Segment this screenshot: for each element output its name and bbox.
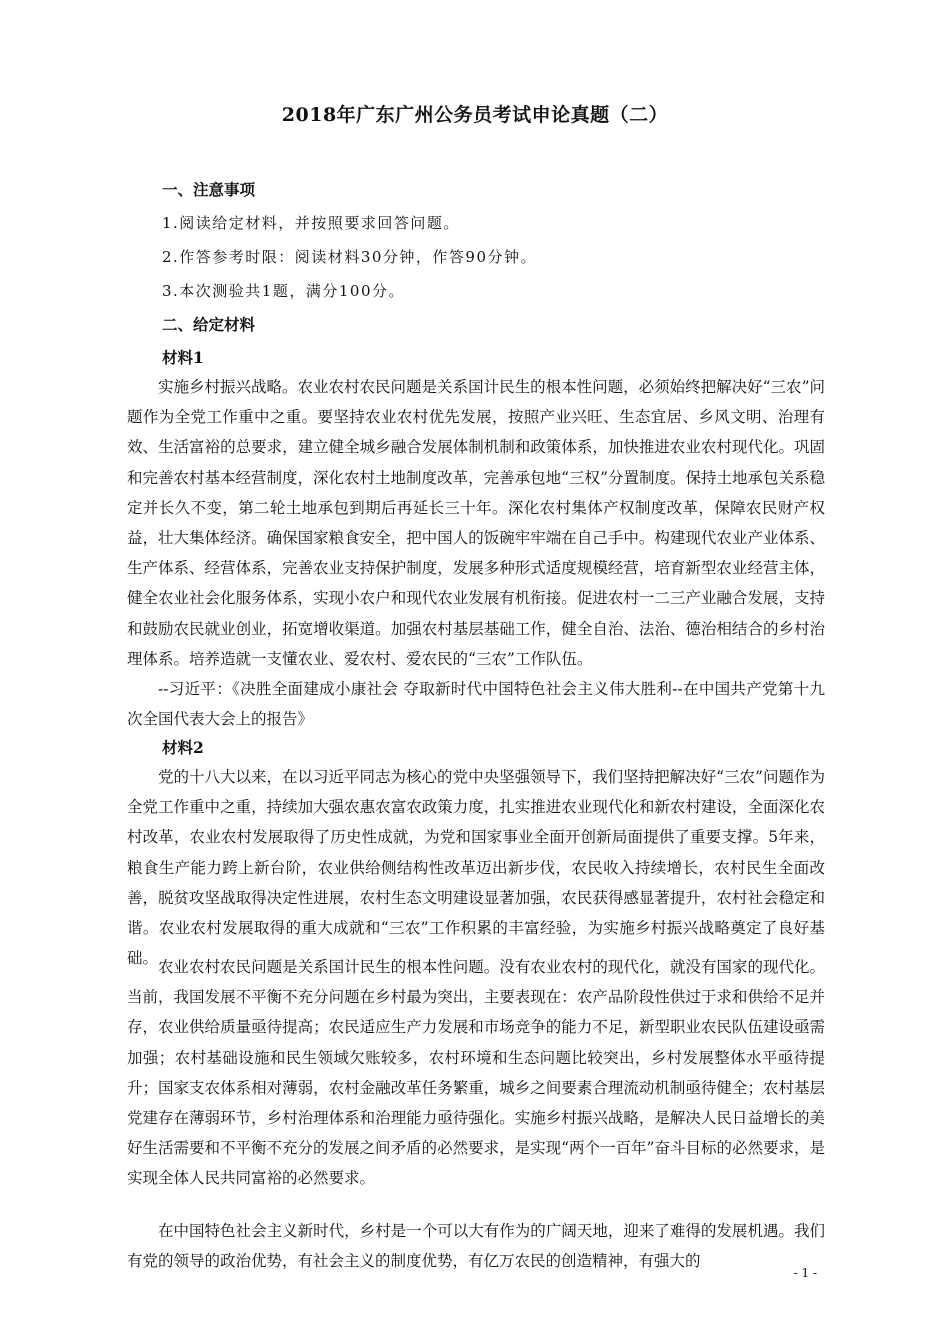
material-2-paragraph-2: 农业农村农民问题是关系国计民生的根本性问题。没有农业农村的现代化，就没有国家的现代化。当前，我国发展不平衡不充分问题在乡村最为突出，主要表现在：农产品阶段性供过于求和供给不足并存，农业供给质量亟待提高；农民适应生产力发展和市场竞争的能力不足，新型职业农民队伍建设亟需加强；农村基础设施和民生领域欠账较多，农村环境和生态问题比较突出，乡村发展整体水平亟待提升；国家支农体系相对薄弱，农村金融改革任务繁重，城乡之间要素合理流动机制亟待健全；农村基层党建存在薄弱环节，乡村治理体系和治理能力亟待强化。实施乡村振兴战略，是解决人民日益增长的美好生活需要和不平衡不充分的发展之间矛盾的必然要求，是实现“两个一百年”奋斗目标的必然要求，是实现全体人民共同富裕的必然要求。 [127, 958, 825, 1188]
page-number: - 1 - [793, 1266, 817, 1280]
material-1-label: 材料1 [162, 348, 204, 367]
material-2-paragraph-3: 在中国特色社会主义新时代，乡村是一个可以大有作为的广阔天地，迎来了难得的发展机遇。我们有党的领导的政治优势，有社会主义的制度优势，有亿万农民的创造精神，有强大的 [127, 1222, 825, 1271]
note-item-2: 2.作答参考时限：阅读材料30分钟，作答90分钟。 [162, 248, 537, 266]
document-title: 2018年广东广州公务员考试申论真题（二） [281, 104, 669, 126]
material-2-label: 材料2 [162, 738, 204, 757]
note-item-1: 1.阅读给定材料，并按照要求回答问题。 [162, 214, 460, 232]
material-2-paragraph-1: 党的十八大以来，在以习近平同志为核心的党中央坚强领导下，我们坚持把解决好“三农”问题作为全党工作重中之重，持续加大强农惠农富农政策力度，扎实推进农业现代化和新农村建设，全面深化农村改革，农业农村发展取得了历史性成就，为党和国家事业全面开创新局面提供了重要支撑。5年来，粮食生产能力跨上新台阶，农业供给侧结构性改革迈出新步伐，农民收入持续增长，农村民生全面改善，脱贫攻坚战取得决定性进展，农村生态文明建设显著加强，农民获得感显著提升，农村社会稳定和谐。农业农村发展取得的重大成就和“三农”工作积累的丰富经验，为实施乡村振兴战略奠定了良好基础。 [127, 768, 825, 968]
material-1-citation: --习近平：《决胜全面建成小康社会 夺取新时代中国特色社会主义伟大胜利--在中国共产党第十九次全国代表大会上的报告》 [127, 680, 825, 729]
note-item-3: 3.本次测验共1题，满分100分。 [162, 282, 405, 300]
material-1-paragraph: 实施乡村振兴战略。农业农村农民问题是关系国计民生的根本性问题，必须始终把解决好“三农”问题作为全党工作重中之重。要坚持农业农村优先发展，按照产业兴旺、生态宜居、乡风文明、治理有效、生活富裕的总要求，建立健全城乡融合发展体制机制和政策体系，加快推进农业农村现代化。巩固和完善农村基本经营制度，深化农村土地制度改革，完善承包地“三权”分置制度。保持土地承包关系稳定并长久不变，第二轮土地承包到期后再延长三十年。深化农村集体产权制度改革，保障农民财产权益，壮大集体经济。确保国家粮食安全，把中国人的饭碗牢牢端在自己手中。构建现代农业产业体系、生产体系、经营体系，完善农业支持保护制度，发展多种形式适度规模经营，培育新型农业经营主体，健全农业社会化服务体系，实现小农户和现代农业发展有机衔接。促进农村一二三产业融合发展，支持和鼓励农民就业创业，拓宽增收渠道。加强农村基层基础工作，健全自治、法治、德治相结合的乡村治理体系。培养造就一支懂农业、爱农村、爱农民的“三农”工作队伍。 [127, 378, 825, 668]
section-heading-materials: 二、给定材料 [162, 315, 256, 334]
section-heading-notes: 一、注意事项 [162, 180, 256, 199]
